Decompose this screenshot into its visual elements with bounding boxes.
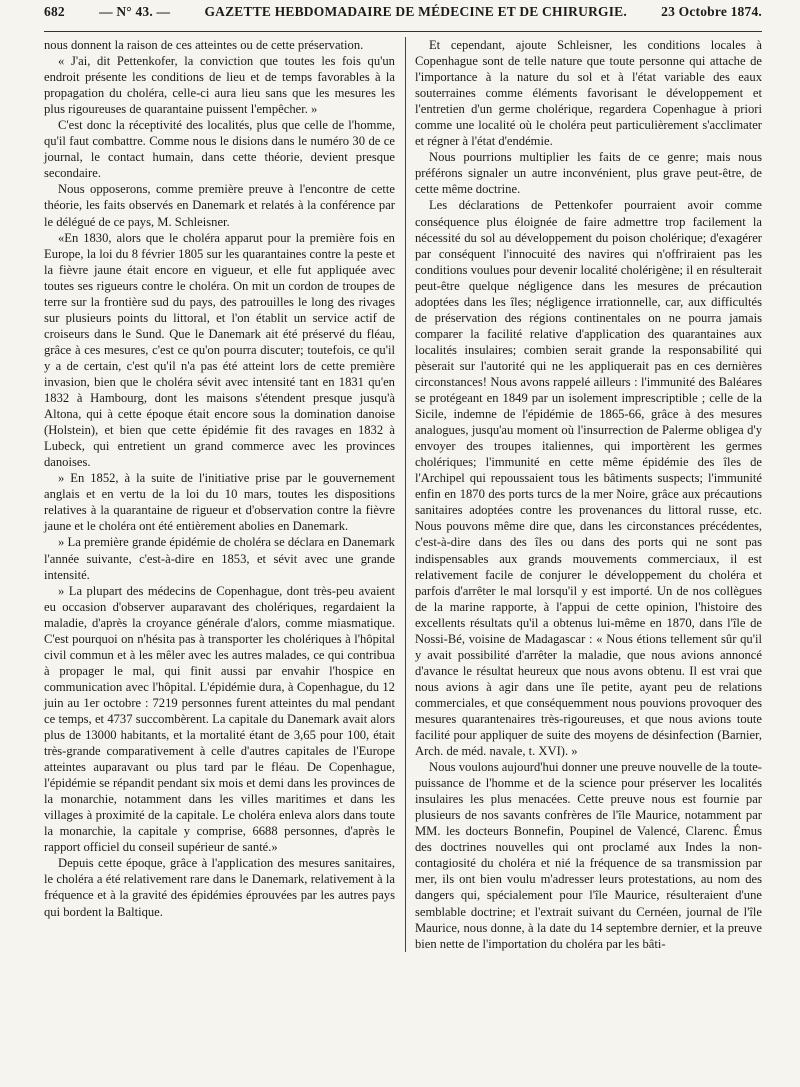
paragraph: Depuis cette époque, grâce à l'application des mesures sanitaires, le choléra a été relativement rare dans le Danemark, relativement à la fréquence et à la gravité des épidémies éprouvées par les autres pays qui bordent la Baltique.	[44, 856, 395, 919]
right-column	[415, 37, 762, 952]
paragraph: » La plupart des médecins de Copenhague, dont très-peu avaient eu occasion d'observer auparavant des cholériques, regardaient la maladie, d'après la croyance générale d'alors, comme miasmatique. C'est pourquoi on n'hésita pas à transporter les cholériques à l'hôpital civil commun et à les mêler avec les autres malades, ce qui contribua à propager le mal, qui finit aussi par envahir l'hospice en communication avec l'hôpital. L'épidémie dura, à Copenhague, du 12 juin au 1er octobre : 7219 personnes furent atteintes du mal pendant ce temps, et 4737 succombèrent. La capitale du Danemark avait alors plus de 13000 habitants, et la mortalité étant de 3,65 pour 100, était très-grande comparativement à celle d'autres capitales de l'Europe atteintes auparavant ou plus tard par le fléau. De Copenhague, l'épidémie se répandit pendant six mois et demi dans les provinces de la monarchie, notamment dans les villes maritimes et dans les villages à proximité de la capitale. Le choléra enleva alors dans toute la monarchie, la capitale y comprise, 6688 personnes, d'après le rapport officiel du conseil supérieur de santé.»	[44, 583, 395, 855]
paragraph: » La première grande épidémie de choléra se déclara en Danemark l'année suivante, c'est-à-dire en 1853, et sévit avec une grande intensité.	[44, 535, 395, 582]
paragraph: » En 1852, à la suite de l'initiative prise par le gouvernement anglais et en vertu de la loi du 10 mars, toutes les dispositions relatives à la quarantaine de rigueur et d'observation contre la fièvre jaune et le choléra ont été entièrement abolies en Danemark.	[44, 471, 395, 534]
issue-number: — N° 43. —	[99, 4, 171, 19]
page-header	[44, 4, 762, 31]
header-rule	[44, 31, 762, 32]
paragraph: « J'ai, dit Pettenkofer, la conviction que toutes les fois qu'un endroit présente les conditions de lieu et de temps favorables à la propagation du choléra, celle-ci aura lieu sans que les mesures les plus rigoureuses de quarantaine puissent l'empêcher. »	[44, 54, 395, 117]
page-number: 682	[44, 4, 65, 19]
column-divider	[405, 37, 406, 952]
paragraph: Nous voulons aujourd'hui donner une preuve nouvelle de la toute-puissance de l'homme et de la science pour préserver les localités insulaires les plus menacées. Cette preuve nous est fournie par plusieurs de nos savants confrères de l'île Maurice, notamment par MM. les docteurs Bonnefin, Poupinel de Valencé, Clarenc. Émus des doctrines nouvelles qui ont proclamé aux Indes la non-contagiosité du choléra et nié la fréquence de sa transmission par mer, ils ont bien voulu m'adresser leurs protestations, au nom des dangers qui, spécialement pour l'île Maurice, résulteraient d'une semblable doctrine; et l'extrait suivant du Cernéen, journal de l'île Maurice, nous donne, à la date du 14 septembre dernier, et la preuve bien nette de l'importation du choléra par les bâti-	[414, 760, 762, 951]
issue-date: 23 Octobre 1874.	[661, 4, 762, 19]
left-column	[44, 37, 395, 952]
paragraph: «En 1830, alors que le choléra apparut pour la première fois en Europe, la loi du 8 février 1805 sur les quarantaines contre la peste et la fièvre jaune était encore en vigueur, et elle fut appliquée avec toutes ses rigueurs contre le choléra. On mit un cordon de troupes de terre sur la frontière sud du pays, des patrouilles le long des rivages sur plusieurs points du littoral, et l'on établit un service actif de croiseurs dans le Sund. Que le Danemark ait été préservé du fléau, grâce à ces mesures, c'est ce qu'on pourra discuter; toutefois, ce qu'il y a de certain, c'est qu'il n'a pas été atteint lors de cette première invasion, bien que le choléra sévit avec intensité tant en 1831 qu'en 1832 à Hambourg, dont les maisons s'étendent presque jusqu'à Altona, qui à cette époque était encore sous la domination danoise (Holstein), et bien que cette épidémie fit des ravages en 1832 à Lubeck, qui entretient un grand commerce avec les provinces danoises.	[44, 230, 395, 470]
paragraph: Nous pourrions multiplier les faits de ce genre; mais nous préférons signaler un autre inconvénient, plus grave peut-être, de cette même doctrine.	[414, 150, 762, 197]
body-columns	[44, 37, 762, 952]
paragraph: C'est donc la réceptivité des localités, plus que celle de l'homme, qu'il faut combattre. Comme nous le disions dans le numéro 30 de ce journal, le contact humain, dans cette théorie, devient presque secondaire.	[44, 118, 395, 181]
paragraph: Et cependant, ajoute Schleisner, les conditions locales à Copenhague sont de telle nature que toute personne qui attache de l'importance à la nature du sol et à l'état variable des eaux souterraines comme éléments favorisant le développement et l'entretien d'un germe cholérique, regardera Copenhague à priori comme une localité où le choléra peut particulièrement s'acclimater et régner à l'état d'endémie.	[414, 38, 762, 149]
journal-title: GAZETTE HEBDOMADAIRE DE MÉDECINE ET DE CHIRURGIE.	[204, 4, 627, 19]
paragraph: Nous opposerons, comme première preuve à l'encontre de cette théorie, les faits observés en Danemark et relatés à la conférence par le délégué de ce pays, M. Schleisner.	[44, 182, 395, 229]
paragraph: nous donnent la raison de ces atteintes ou de cette préservation.	[44, 38, 364, 52]
paragraph: Les déclarations de Pettenkofer pourraient avoir comme conséquence plus éloignée de faire admettre trop facilement la nécessité du sol au développement du poison cholérique; d'exagérer par conséquent l'innocuité des navires qui n'offriraient pas les conditions voulues pour devenir localité cholérigène; il en résulterait peut-être quelque négligence dans les mesures de précaution adoptées dans les îles; négligence irrationnelle, car, aux difficultés de préservation des régions continentales on ne pourra jamais comparer la facilité relative d'application des quarantaines aux localités insulaires; combien serait grande la responsabilité qui pèserait sur l'autorité qui ne les appliquerait pas en ces dernières circonstances! Nous avons rappelé ailleurs : l'immunité des Baléares se protégeant en 1849 par un isolement imprescriptible ; celle de la Sicile, indemne de l'épidémie de 1865-66, grâce à des mesures analogues, jusqu'au moment où l'insurrection de Palerme obligea d'y envoyer des troupes italiennes, qui importèrent les germes cholériques; l'immunité en cette même épidémie des îles de l'Archipel qui repoussaient tous les bâtiments suspects; l'immunité enfin en 1870 des ports turcs de la mer Noire, grâce aux précautions sanitaires adoptées contre les provenances du littoral russe, etc. Nous pouvons même dire que, dans les circonstances précédentes, c'est-à-dire dans des îles ou dans des ports qui ne sont pas indispensables aux grands mouvements commerciaux, il est relativement facile de conjurer le développement du choléra et parfois d'arrêter le mal lorsqu'il y est importé. Un de nos collègues de la marine rapporte, à l'appui de cette opinion, l'histoire des excellents résultats qu'il a obtenus lui-même en 1870, dans l'île de Nossi-Bé, voisine de Madagascar : « Nous étions tellement sûr qu'il y avait possibilité d'arrêter la maladie, que nous avions annoncé d'avance le résultat heureux que nous avons obtenu. Il est vrai que nous avions à agir dans une île petite, ayant peu de relations commerciales, et que conséquemment nous pouvions provoquer des mesures quarantenaires très-rigoureuses, et que nous avions toute facilité pour appliquer de suite des moyens de désinfection (Barnier, Arch. de méd. navale, t. XVI). »	[414, 198, 762, 759]
